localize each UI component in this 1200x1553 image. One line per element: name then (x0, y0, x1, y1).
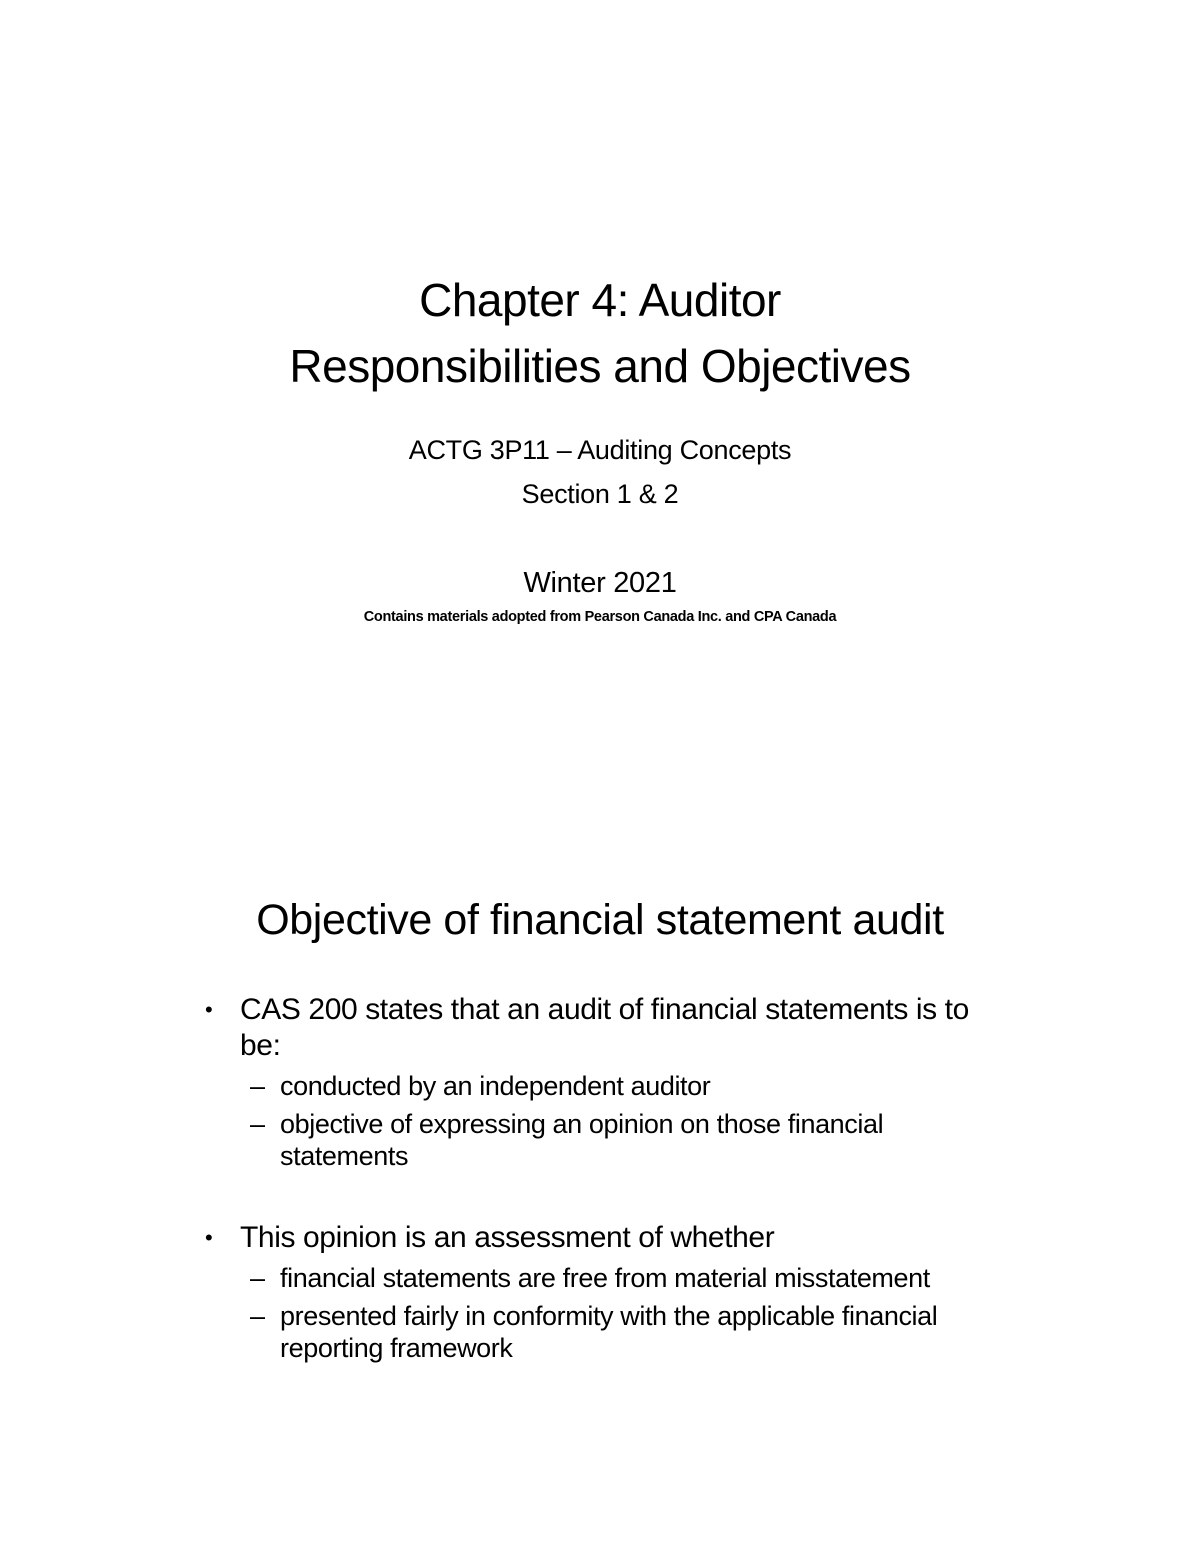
bullet-group-1 (205, 992, 1005, 1172)
bullet-dot-icon: • (205, 1225, 213, 1250)
bullet-text: CAS 200 states that an audit of financial statements is to be: (240, 993, 969, 1062)
dash-icon: – (250, 1301, 265, 1331)
bullet-dot-icon: • (205, 997, 213, 1022)
sub-bullet-text: conducted by an independent auditor (280, 1071, 711, 1101)
slide-title-line-2: Responsibilities and Objectives (289, 340, 911, 392)
sub-bullet-item (205, 1262, 1005, 1294)
sub-bullet-text: presented fairly in conformity with the applicable financial reporting framework (280, 1301, 938, 1363)
course-name: ACTG 3P11 – Auditing Concepts (408, 435, 792, 465)
dash-icon: – (250, 1071, 265, 1101)
slide-heading: Objective of financial statement audit (256, 896, 944, 944)
sub-bullet-text: financial statements are free from material misstatement (280, 1263, 930, 1293)
sub-bullet-item (205, 1108, 1005, 1172)
credit-note: Contains materials adopted from Pearson Canada Inc. and CPA Canada (363, 609, 837, 625)
slide-objective (0, 776, 1200, 1553)
bullet-item (205, 992, 1005, 1064)
sub-bullet-item (205, 1070, 1005, 1102)
section-label: Section 1 & 2 (521, 479, 679, 509)
bullet-item (205, 1220, 1005, 1256)
sub-bullet-text: objective of expressing an opinion on those financial statements (280, 1109, 884, 1171)
sub-bullet-item (205, 1300, 1005, 1364)
slide-title-line-1: Chapter 4: Auditor (419, 274, 781, 326)
dash-icon: – (250, 1263, 265, 1293)
dash-icon: – (250, 1109, 265, 1139)
term-label: Winter 2021 (523, 567, 677, 599)
slide-title (0, 0, 1200, 776)
bullet-text: This opinion is an assessment of whether (240, 1221, 775, 1254)
bullet-group-2 (205, 1220, 1005, 1364)
